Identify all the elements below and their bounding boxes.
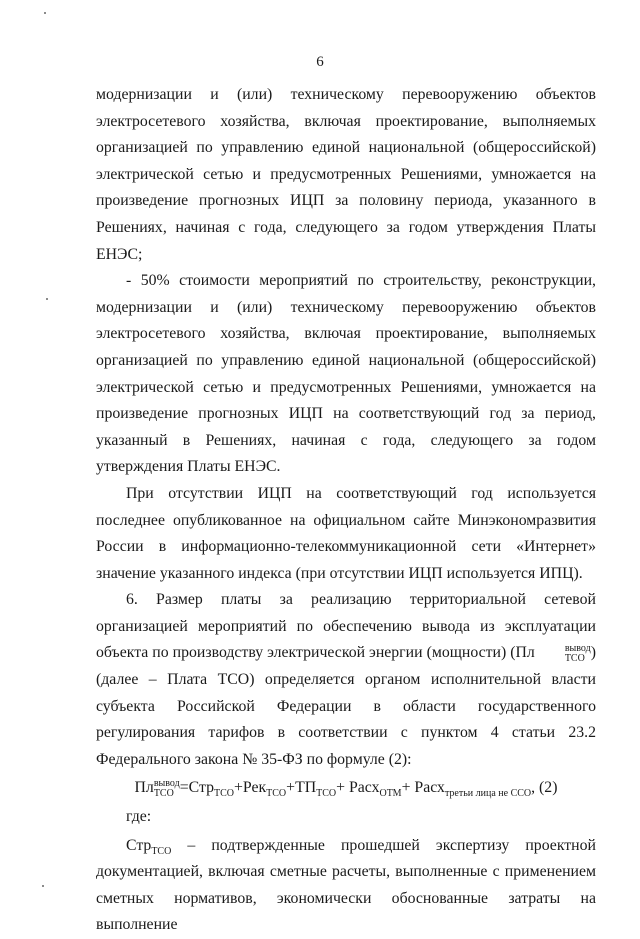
paragraph-icp-note: При отсутствии ИЦП на соответствующий год используется последнее опубликованное на официальном сайте Минэкономразвития России в информационно-телекоммуникационной сети «Интернет» значение указанного индекса (при отсутствии ИЦП используется ИПЦ). (96, 484, 596, 582)
formula-lhs-sub: ТСО (153, 787, 174, 799)
formula-lhs-index (154, 779, 180, 799)
formula-2 (96, 775, 596, 802)
formula-term-str: Стр (188, 779, 214, 797)
paragraph-section-6 (96, 587, 596, 773)
formula-term-rash-third: + Расх (401, 779, 445, 797)
plata-subscript: ТСО (564, 652, 585, 664)
section-6-text-start: 6. Размер платы за реализацию территориальной сетевой организацией мероприятий по обеспечению вывода из эксплуатации объекта по производству электрической энергии (мощности) (Пл (96, 591, 596, 662)
scan-speck (44, 12, 46, 14)
formula-lhs: Пл (134, 779, 154, 797)
formula-number: , (2) (531, 779, 558, 797)
paragraph-list-item: - 50% стоимости мероприятий по строительству, реконструкции, модернизации и (или) техническому перевооружению объектов электросетевого хозяйства, включая проектирование, выполняемых организацией по управлению единой национальной (общероссийской) электрической сетью и предусмотренных Решениями, умножается на произведение прогнозных ИЦП на соответствующий год за период, указанный в Решениях, начиная с года, следующего за годом утверждения Платы ЕНЭС. (96, 272, 596, 476)
paragraph-continuation: модернизации и (или) техническому перевооружению объектов электросетевого хозяйства, включая проектирование, выполняемых организацией по управлению единой национальной (общероссийской) электрической сетью и предусмотренных Решениями, умножается на произведение прогнозных ИЦП за половину периода, указанного в Решениях, начиная с года, следующего за годом утверждения Платы ЕНЭС; (96, 86, 596, 263)
formula-term-rash-otm-sub: ОТМ (379, 788, 402, 800)
where-label: где: (126, 808, 152, 826)
plata-superscript: вывод (564, 642, 591, 654)
plata-symbol-index (535, 644, 591, 664)
scan-speck (46, 298, 48, 300)
page-number: 6 (316, 54, 324, 70)
formula-term-rek-sub: ТСО (266, 788, 287, 800)
formula-term-rash-third-sub: третьи лица не ССО (444, 788, 532, 800)
formula-equals: = (179, 779, 189, 797)
formula-term-tp: +ТП (286, 779, 317, 797)
definition-text: – подтвержденные прошедшей экспертизу проектной документацией, включая сметные расчеты, выполненные с применением сметных нормативов, экономически обоснованные затраты на выполнение (96, 836, 596, 934)
formula-lhs-sup: вывод (153, 777, 180, 789)
formula-term-tp-sub: ТСО (316, 788, 337, 800)
formula-term-str-sub: ТСО (213, 788, 234, 800)
scan-speck (42, 885, 44, 887)
formula-term-rash-otm: + Расх (336, 779, 380, 797)
formula-term-rek: +Рек (233, 779, 267, 797)
definition-str (96, 833, 596, 939)
definition-term-sub: ТСО (151, 845, 172, 857)
section-6-text-end: ) (далее – Плата ТСО) определяется органом исполнительной власти субъекта Российской Федерации в области государственного регулирования тарифов в соответствии с пунктом 4 статьи 23.2 Федерального закона № 35-ФЗ по формуле (2): (96, 644, 596, 768)
definition-term: Стр (126, 836, 152, 854)
document-body (96, 82, 596, 939)
